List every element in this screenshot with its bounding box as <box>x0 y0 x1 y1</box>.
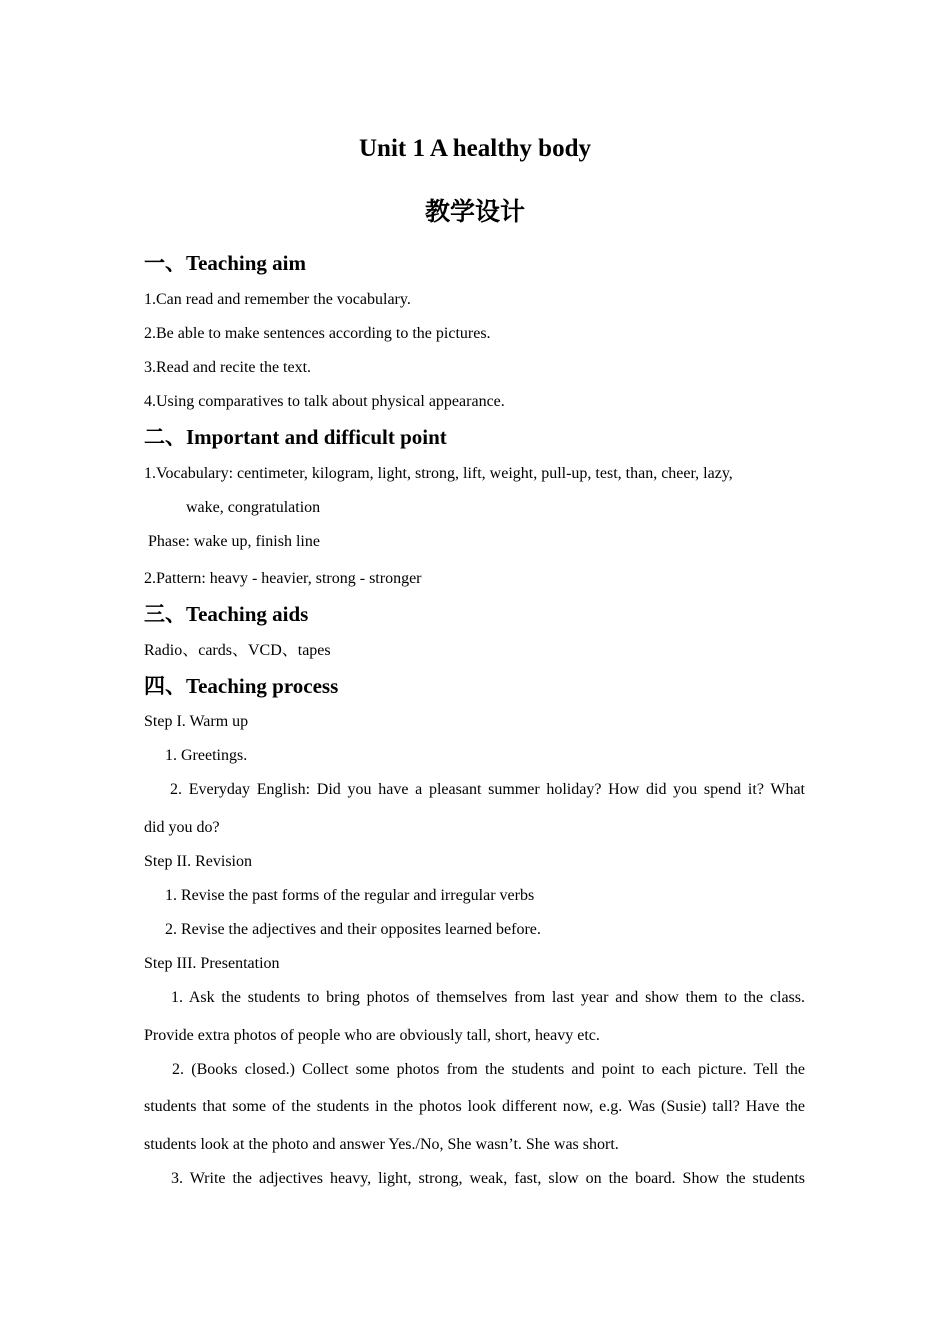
aim-item-3: 3.Read and recite the text. <box>144 359 312 376</box>
step-3-item-2-line-2: students that some of the students in the photos look different now, e.g. Was (Susie) tall? Have the <box>144 1098 805 1115</box>
step-3-title: Step III. Presentation <box>144 955 280 972</box>
aim-item-2: 2.Be able to make sentences according to the pictures. <box>144 325 491 342</box>
pattern-line: 2.Pattern: heavy - heavier, strong - stronger <box>144 570 422 587</box>
vocabulary-line-2: wake, congratulation <box>186 499 321 516</box>
step-1-item-2-line-2: did you do? <box>144 819 220 836</box>
aim-item-1: 1.Can read and remember the vocabulary. <box>144 291 411 308</box>
step-3-item-2-line-3: students look at the photo and answer Yes./No, She wasn’t. She was short. <box>144 1136 619 1153</box>
section-heading-teaching-process: 四、Teaching process <box>144 674 339 698</box>
aim-item-4: 4.Using comparatives to talk about physical appearance. <box>144 393 505 410</box>
teaching-aids-text: Radio、cards、VCD、tapes <box>144 642 331 659</box>
step-1-item-2-line-1: 2. Everyday English: Did you have a pleasant summer holiday? How did you spend it? What <box>170 781 805 798</box>
section-heading-teaching-aids: 三、Teaching aids <box>144 602 309 626</box>
document-title: Unit 1 A healthy body <box>358 135 591 162</box>
step-3-item-1-line-1: 1. Ask the students to bring photos of themselves from last year and show them to the class. <box>171 989 805 1006</box>
step-3-item-3-line-1: 3. Write the adjectives heavy, light, strong, weak, fast, slow on the board. Show the students <box>171 1170 805 1187</box>
section-heading-important-point: 二、Important and difficult point <box>144 425 447 449</box>
step-1-title: Step I. Warm up <box>144 713 249 730</box>
phase-line: Phase: wake up, finish line <box>148 533 320 550</box>
step-1-item-1: 1. Greetings. <box>165 747 248 764</box>
section-heading-teaching-aim: 一、Teaching aim <box>144 251 306 275</box>
vocabulary-line-1: 1.Vocabulary: centimeter, kilogram, light, strong, lift, weight, pull-up, test, than, cheer, lazy, <box>144 465 733 482</box>
step-3-item-1-line-2: Provide extra photos of people who are obviously tall, short, heavy etc. <box>144 1027 600 1044</box>
step-2-item-2: 2. Revise the adjectives and their opposites learned before. <box>165 921 541 938</box>
step-2-item-1: 1. Revise the past forms of the regular and irregular verbs <box>165 887 535 904</box>
step-2-title: Step II. Revision <box>144 853 252 870</box>
document-subtitle: 教学设计 <box>424 199 525 226</box>
step-3-item-2-line-1: 2. (Books closed.) Collect some photos from the students and point to each picture. Tell the <box>172 1061 805 1078</box>
